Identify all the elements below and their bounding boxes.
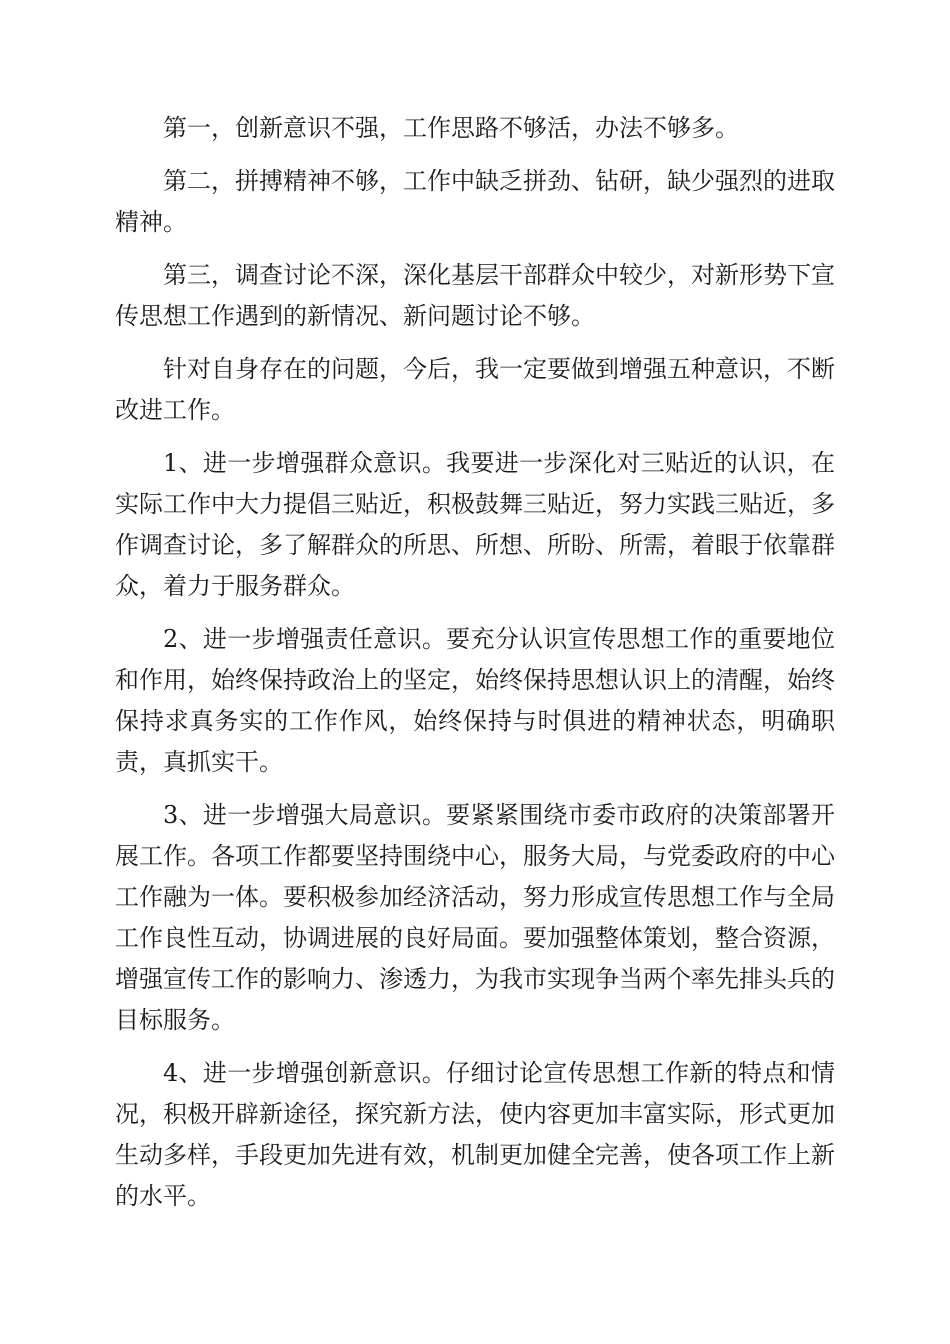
paragraph-shortcoming-1: 第一，创新意识不强，工作思路不够活，办法不够多。 — [163, 114, 739, 142]
paragraph-shortcoming-2: 第二，拼搏精神不够，工作中缺乏拼劲、钻研，缺少强烈的进取精神。 — [115, 167, 835, 236]
paragraph-item-3: 3、进一步增强大局意识。要紧紧围绕市委市政府的决策部署开展工作。各项工作都要坚持围绕中心，服务大局，与党委政府的中心工作融为一体。要积极参加经济活动，努力形成宣传思想工作与全局工作良性互动，协调进展的良好局面。要加强整体策划，整合资源，增强宣传工作的影响力、渗透力，为我市实现争当两个率先排头兵的目标服务。 — [115, 801, 835, 1034]
paragraph-item-4: 4、进一步增强创新意识。仔细讨论宣传思想工作新的特点和情况，积极开辟新途径，探究新方法，使内容更加丰富实际，形式更加生动多样，手段更加先进有效，机制更加健全完善，使各项工作上新的水平。 — [115, 1059, 835, 1210]
paragraph-intro-improvements: 针对自身存在的问题，今后，我一定要做到增强五种意识，不断改进工作。 — [115, 355, 835, 424]
paragraph-item-2: 2、进一步增强责任意识。要充分认识宣传思想工作的重要地位和作用，始终保持政治上的坚定，始终保持思想认识上的清醒，始终保持求真务实的工作作风，始终保持与时俱进的精神状态，明确职责，真抓实干。 — [115, 625, 835, 776]
paragraph-shortcoming-3: 第三，调查讨论不深，深化基层干部群众中较少，对新形势下宣传思想工作遇到的新情况、新问题讨论不够。 — [115, 261, 835, 330]
paragraph-item-1: 1、进一步增强群众意识。我要进一步深化对三贴近的认识，在实际工作中大力提倡三贴近，积极鼓舞三贴近，努力实践三贴近，多作调查讨论，多了解群众的所思、所想、所盼、所需，着眼于依靠群众，着力于服务群众。 — [115, 449, 835, 600]
document-body — [115, 108, 835, 1229]
